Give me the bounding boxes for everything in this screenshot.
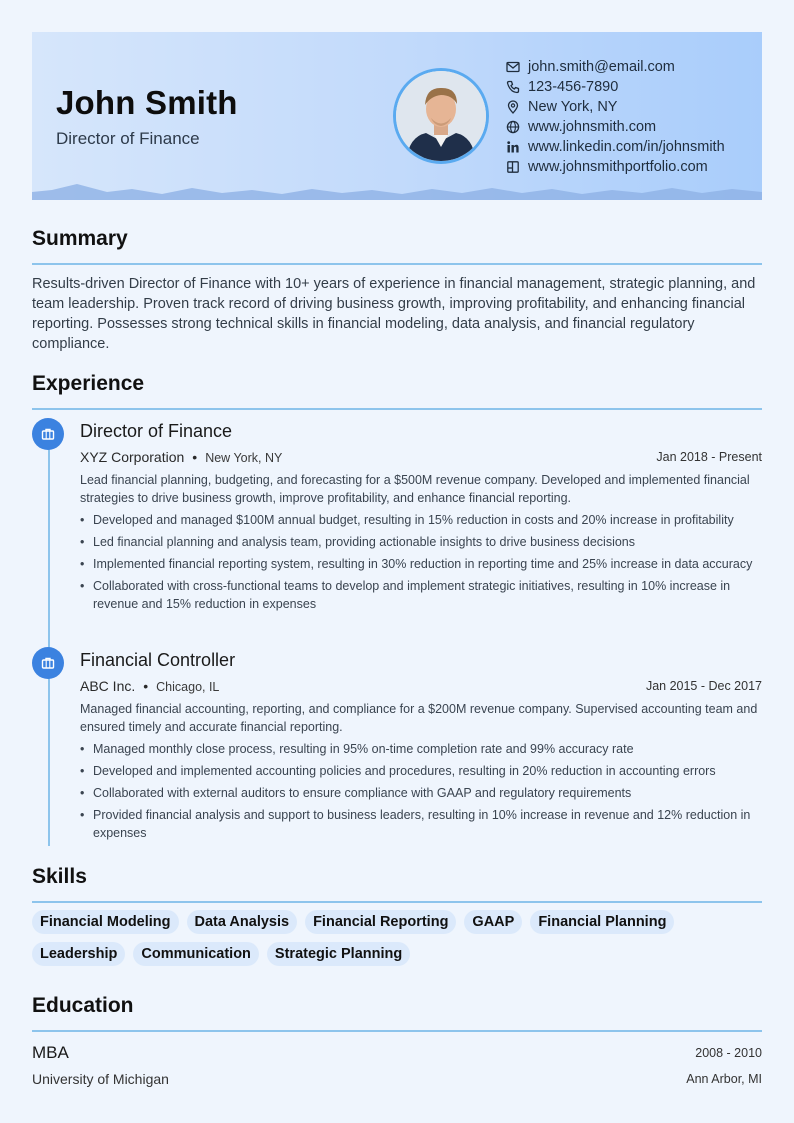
- contact-linkedin[interactable]: [506, 137, 725, 157]
- education-years: 2008 - 2010: [695, 1046, 762, 1060]
- skill-chip: Financial Modeling: [32, 910, 179, 934]
- location-pin-icon: [506, 100, 520, 114]
- briefcase-icon: [41, 427, 55, 441]
- achievement-item: • Collaborated with cross-functional teams to develop and implement strategic initiatives, resulting in 10% increase in revenue and 15% reduction in expenses: [80, 577, 762, 613]
- mail-icon: [506, 60, 520, 74]
- education-location: Ann Arbor, MI: [686, 1072, 762, 1086]
- achievement-item: • Developed and implemented accounting policies and procedures, resulting in 20% reduction in accounting errors: [80, 762, 762, 780]
- summary-text: Results-driven Director of Finance with 10+ years of experience in financial management, strategic planning, and team leadership. Proven track record of driving business growth, improving profitability, and enhancing financial reporting. Possesses strong technical skills in financial modeling, data analysis, and financial regulatory compliance.: [32, 276, 756, 352]
- profile-photo: [393, 68, 489, 164]
- education-divider: [32, 1030, 762, 1032]
- experience-timeline: [48, 430, 50, 846]
- job-company: ABC Inc.: [80, 678, 136, 694]
- achievement-item: • Collaborated with external auditors to ensure compliance with GAAP and regulatory requirements: [80, 784, 762, 802]
- resume-header: [32, 32, 762, 200]
- job-company-line: XYZ Corporation • New York, NY: [80, 449, 283, 465]
- job-badge: [32, 647, 64, 679]
- contact-location: [506, 97, 725, 117]
- job-dates: Jan 2018 - Present: [656, 450, 762, 464]
- job-achievements: [80, 511, 762, 617]
- contact-phone[interactable]: [506, 77, 725, 97]
- candidate-name: John Smith: [56, 84, 238, 121]
- job-dates: Jan 2015 - Dec 2017: [645, 679, 762, 693]
- contact-linkedin-text: www.linkedin.com/in/johnsmith: [528, 139, 725, 155]
- contact-location-text: New York, NY: [528, 99, 618, 115]
- education-heading: Education: [32, 994, 134, 1017]
- summary-divider: [32, 263, 762, 265]
- experience-divider: [32, 408, 762, 410]
- job-company: XYZ Corporation: [80, 449, 185, 465]
- job-title: Financial Controller: [80, 650, 236, 670]
- skill-chip: GAAP: [464, 910, 522, 934]
- header-wave-decoration: [32, 184, 762, 200]
- job-title: Director of Finance: [80, 421, 233, 441]
- briefcase-icon: [41, 656, 55, 670]
- skill-chip: Financial Planning: [530, 910, 674, 934]
- contact-website-text: www.johnsmith.com: [528, 119, 657, 135]
- skill-chip: Communication: [133, 942, 259, 966]
- contact-email-text: john.smith@email.com: [528, 59, 675, 75]
- job-description: Managed financial accounting, reporting, and compliance for a $200M revenue company. Supervised accounting team and ensured timely and accurate financial reporting.: [80, 702, 758, 734]
- job-location: New York, NY: [205, 451, 283, 465]
- skill-chip: Data Analysis: [187, 910, 298, 934]
- education-degree: MBA: [32, 1043, 69, 1062]
- contact-website[interactable]: [506, 117, 725, 137]
- contact-list: [506, 57, 725, 177]
- skills-heading: Skills: [32, 865, 87, 888]
- globe-icon: [506, 120, 520, 134]
- linkedin-icon: [506, 140, 520, 154]
- achievement-item: • Managed monthly close process, resulting in 95% on-time completion rate and 99% accuracy rate: [80, 740, 762, 758]
- achievement-item: • Developed and managed $100M annual budget, resulting in 15% reduction in costs and 20% increase in profitability: [80, 511, 762, 529]
- job-company-line: ABC Inc. • Chicago, IL: [80, 678, 220, 694]
- skill-chip: Financial Reporting: [305, 910, 456, 934]
- contact-email[interactable]: [506, 57, 725, 77]
- portfolio-icon: [506, 160, 520, 174]
- education-school: University of Michigan: [32, 1071, 169, 1087]
- contact-portfolio-text: www.johnsmithportfolio.com: [528, 159, 708, 175]
- skill-chip: Leadership: [32, 942, 125, 966]
- profile-photo-illustration: [396, 71, 486, 161]
- achievement-item: • Led financial planning and analysis team, providing actionable insights to drive business decisions: [80, 533, 762, 551]
- phone-icon: [506, 80, 520, 94]
- job-description: Lead financial planning, budgeting, and forecasting for a $500M revenue company. Developed and implemented financial strategies to drive business growth, improve profitability, and enhance financial reporting.: [80, 473, 750, 505]
- skills-list: [32, 910, 762, 966]
- job-achievements: [80, 740, 762, 846]
- job-badge: [32, 418, 64, 450]
- achievement-item: • Implemented financial reporting system, resulting in 30% reduction in reporting time and 25% increase in data accuracy: [80, 555, 762, 573]
- contact-phone-text: 123-456-7890: [528, 79, 619, 95]
- job-location: Chicago, IL: [156, 680, 220, 694]
- summary-heading: Summary: [32, 227, 128, 250]
- candidate-role: Director of Finance: [56, 129, 200, 148]
- skills-divider: [32, 901, 762, 903]
- skill-chip: Strategic Planning: [267, 942, 410, 966]
- contact-portfolio[interactable]: [506, 157, 725, 177]
- experience-heading: Experience: [32, 372, 145, 395]
- achievement-item: • Provided financial analysis and support to business leaders, resulting in 10% increase in revenue and 12% reduction in expenses: [80, 806, 762, 842]
